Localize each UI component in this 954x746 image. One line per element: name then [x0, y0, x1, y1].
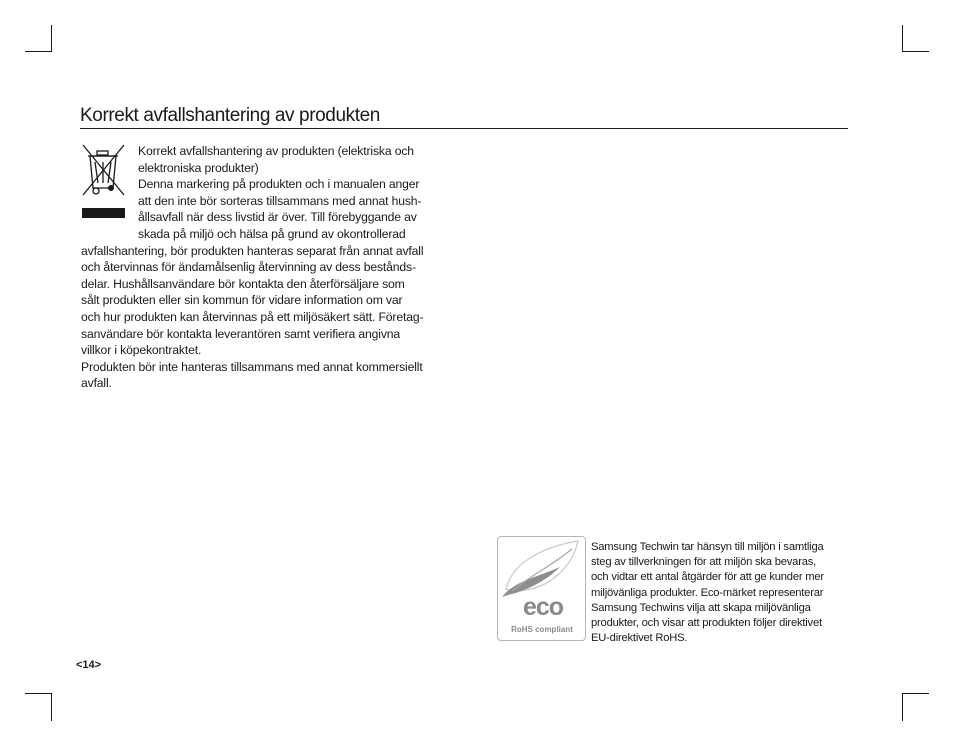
eco-line: EU-direktivet RoHS.	[591, 632, 688, 645]
paragraph-line: Produkten bör inte hanteras tillsammans med annat kommersiellt	[81, 359, 423, 374]
paragraph-line: elektroniska produkter)	[138, 160, 259, 175]
paragraph-line: sanvändare bör kontakta leverantören samt verifiera angivna	[81, 326, 401, 341]
eco-paragraph	[591, 540, 824, 646]
paragraph-line: ållsavfall när dess livstid är över. Till förebyggande av	[138, 210, 417, 225]
crop-mark-top-left-v	[51, 25, 52, 52]
eco-word: eco	[522, 593, 564, 621]
paragraph-line: att den inte bör sorteras tillsammans med annat hush-	[138, 193, 422, 208]
disposal-paragraph	[138, 143, 421, 243]
crossed-out-wheelie-bin-icon	[80, 143, 126, 221]
eco-line: och vidtar ett antal åtgärder för att ge kunder mer	[591, 571, 824, 584]
eco-line: produkter, och visar att produkten följer direktivet	[591, 617, 822, 630]
eco-line: miljövänliga produkter. Eco-märket representerar	[591, 586, 824, 599]
rohs-caption: RoHS compliant	[511, 625, 573, 634]
section-title: Korrekt avfallshantering av produkten	[80, 104, 848, 129]
crop-mark-top-right-v	[902, 25, 903, 52]
paragraph-line: villkor i köpekontraktet.	[81, 343, 202, 358]
disposal-paragraph-continued	[81, 243, 423, 392]
crop-mark-bottom-right-v	[902, 693, 903, 721]
paragraph-line: avfall.	[81, 376, 112, 391]
crop-mark-bottom-left-v	[51, 693, 52, 721]
crop-mark-top-left-h	[25, 51, 52, 52]
paragraph-line: och återvinnas för ändamålsenlig återvinning av dess bestånds-	[81, 260, 416, 275]
page-number: <14>	[76, 659, 102, 671]
eco-leaf-icon	[498, 537, 585, 640]
paragraph-line: avfallshantering, bör produkten hanteras separat från annat avfall	[81, 243, 424, 258]
paragraph-line: Denna markering på produkten och i manualen anger	[138, 177, 420, 192]
eco-line: steg av tillverkningen för att miljön ska bevaras,	[591, 556, 817, 569]
paragraph-line: skada på miljö och hälsa på grund av okontrollerad	[138, 226, 406, 241]
paragraph-line: delar. Hushållsanvändare bör kontakta den återförsäljare som	[81, 276, 405, 291]
paragraph-line: sålt produkten eller sin kommun för vidare information om var	[81, 293, 403, 308]
paragraph-line: Korrekt avfallshantering av produkten (elektriska och	[138, 144, 414, 158]
paragraph-line: och hur produkten kan återvinnas på ett miljösäkert sätt. Företag-	[81, 309, 424, 324]
eco-line: Samsung Techwins vilja att skapa miljövänliga	[591, 601, 811, 614]
crop-mark-bottom-left-h	[25, 693, 52, 694]
crop-mark-top-right-h	[902, 51, 929, 52]
eco-line: Samsung Techwin tar hänsyn till miljön i samtliga	[591, 541, 824, 553]
eco-logo	[497, 536, 586, 641]
crop-mark-bottom-right-h	[902, 693, 929, 694]
